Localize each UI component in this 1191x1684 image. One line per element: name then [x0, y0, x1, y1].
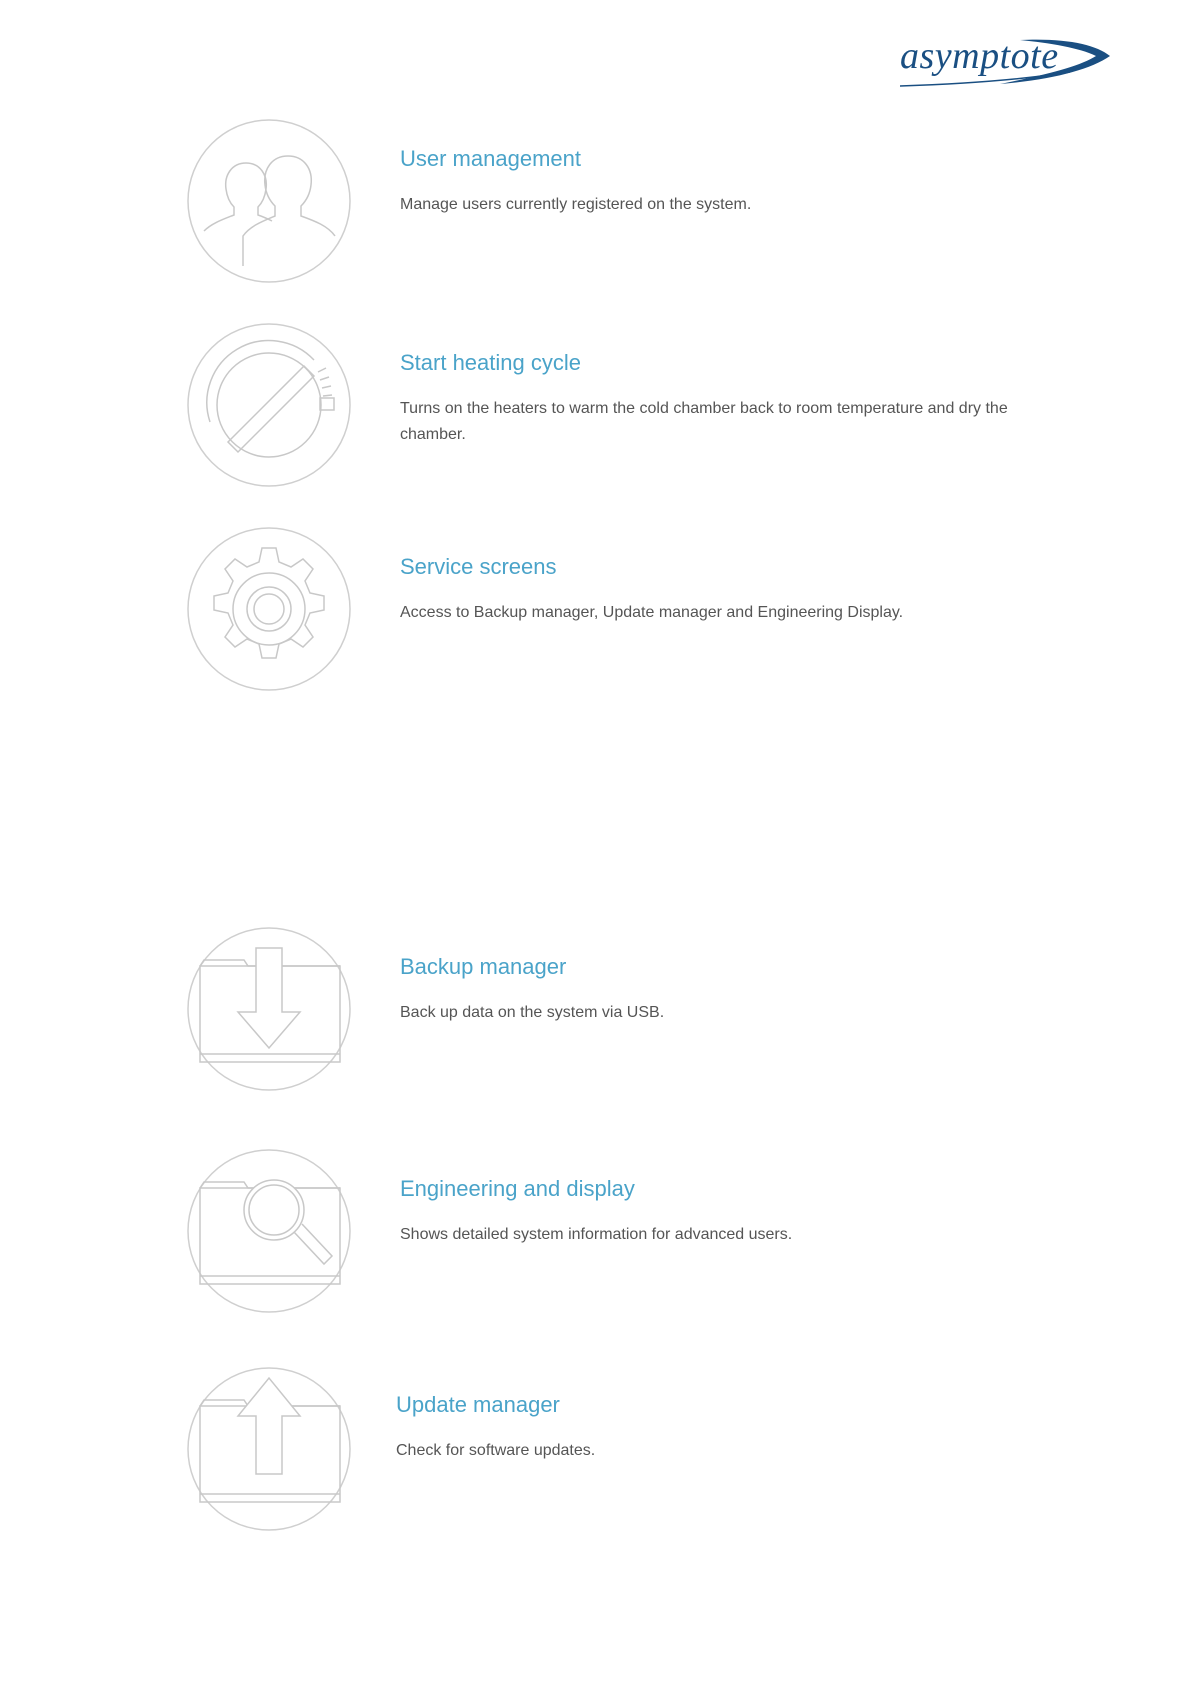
item-title: User management [400, 146, 581, 171]
menu-item-start-heating-cycle[interactable] [186, 322, 1086, 492]
menu-item-backup-manager[interactable] [186, 926, 1086, 1096]
item-title: Engineering and display [400, 1176, 635, 1201]
menu-item-engineering-and-display[interactable] [186, 1148, 1086, 1318]
item-description: Check for software updates. [396, 1442, 596, 1459]
item-title: Backup manager [400, 954, 567, 979]
users-icon [186, 118, 352, 284]
brand-name: asymptote [900, 35, 1059, 77]
search-folder-icon [186, 1148, 352, 1314]
item-title: Update manager [396, 1392, 560, 1417]
item-description: Back up data on the system via USB. [400, 1004, 665, 1021]
upload-folder-icon [186, 1366, 352, 1532]
item-title: Service screens [400, 554, 557, 579]
menu-item-update-manager[interactable] [186, 1366, 1086, 1536]
menu-item-service-screens[interactable] [186, 526, 1086, 696]
item-description: Shows detailed system information for advanced users. [400, 1226, 793, 1243]
item-description: Turns on the heaters to warm the cold chamber back to room temperature and dry the chamber. [400, 400, 1008, 443]
backup-folder-icon [186, 926, 352, 1092]
item-title: Start heating cycle [400, 350, 581, 375]
gear-icon [186, 526, 352, 692]
menu-item-user-management[interactable] [186, 118, 1086, 288]
heating-dial-icon [186, 322, 352, 488]
brand-logo [900, 34, 1115, 90]
item-description: Manage users currently registered on the system. [400, 196, 752, 213]
item-description: Access to Backup manager, Update manager and Engineering Display. [400, 604, 904, 621]
